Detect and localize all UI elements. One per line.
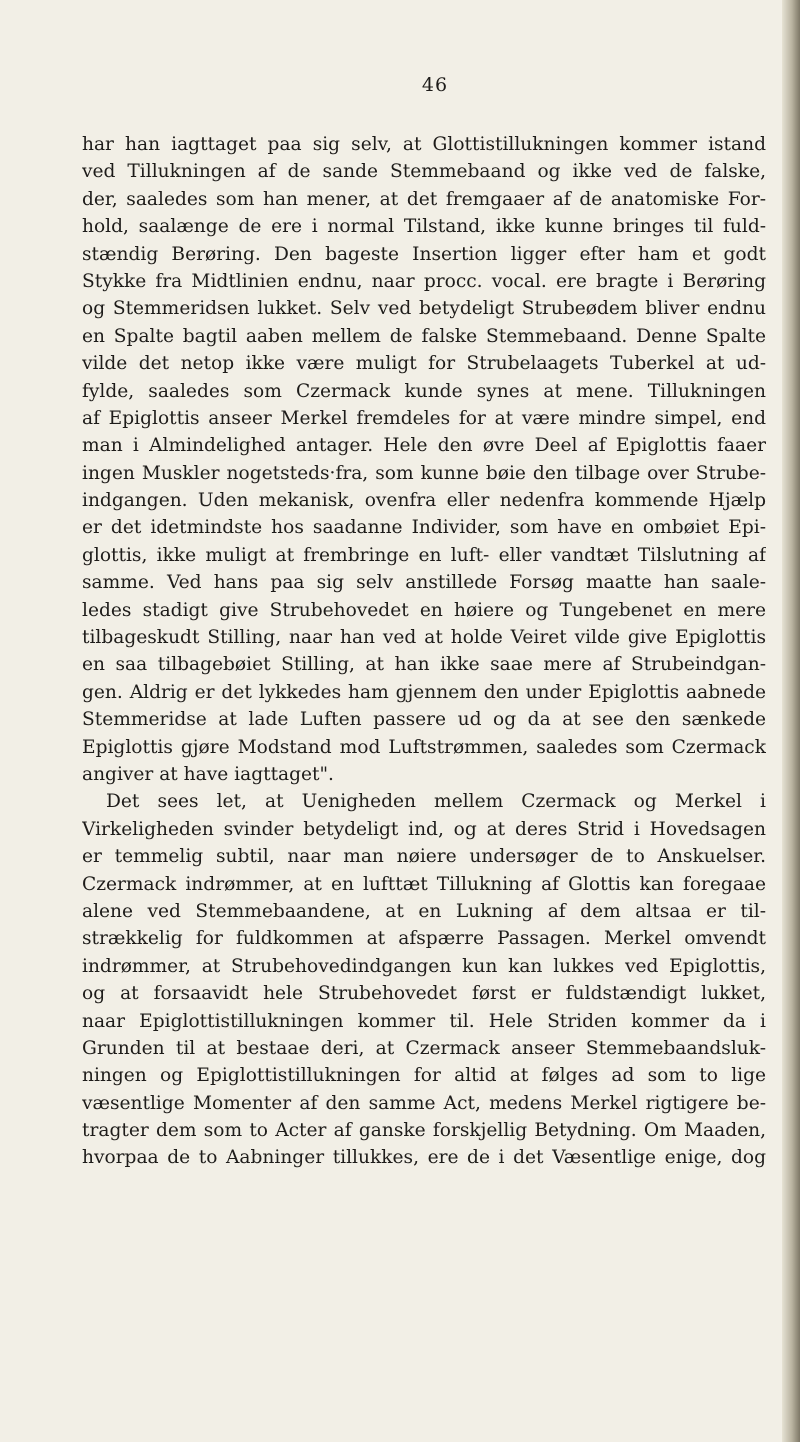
- text-line: fylde, saaledes som Czermack kunde synes at mene. Tillukningen: [82, 380, 766, 402]
- page-edge: [782, 0, 800, 1442]
- text-line: angiver at have iagttaget".: [82, 763, 334, 785]
- text-line: og Stemmeridsen lukket. Selv ved betydeligt Strubeødem bliver endnu: [82, 298, 766, 320]
- text-line: glottis, ikke muligt at frembringe en luft- eller vandtæt Tilslutning af: [82, 544, 766, 566]
- text-line: en Spalte bagtil aaben mellem de falske Stemmebaand. Denne Spalte: [82, 325, 766, 347]
- body-text: [82, 131, 766, 1172]
- text-line: man i Almindelighed antager. Hele den øvre Deel af Epiglottis faaer: [82, 435, 766, 457]
- text-line: Stykke fra Midtlinien endnu, naar procc. vocal. ere bragte i Berøring: [82, 270, 766, 292]
- text-line: alene ved Stemmebaandene, at en Lukning af dem altsaa er til-: [82, 900, 766, 922]
- text-line: hvorpaa de to Aabninger tillukkes, ere de i det Væsentlige enige, dog: [82, 1147, 766, 1169]
- text-line: Czermack indrømmer, at en lufttæt Tillukning af Glottis kan foregaae: [82, 873, 766, 895]
- text-line: har han iagttaget paa sig selv, at Glottistillukningen kommer istand: [82, 134, 766, 155]
- paragraph-start-line: Det sees let, at Uenigheden mellem Czermack og Merkel i: [106, 791, 766, 813]
- text-line: hold, saalænge de ere i normal Tilstand, ikke kunne bringes til fuld-: [82, 216, 766, 238]
- text-line: ved Tillukningen af de sande Stemmebaand og ikke ved de falske,: [82, 161, 766, 183]
- text-line: Stemmeridse at lade Luften passere ud og da at see den sænkede: [82, 709, 766, 731]
- text-line: tragter dem som to Acter af ganske forskjellig Betydning. Om Maaden,: [82, 1120, 766, 1142]
- text-line: tilbageskudt Stilling, naar han ved at holde Veiret vilde give Epiglottis: [82, 627, 766, 649]
- text-line: og at forsaavidt hele Strubehovedet først er fuldstændigt lukket,: [82, 983, 766, 1005]
- text-line: stændig Berøring. Den bageste Insertion ligger efter ham et godt: [82, 243, 766, 265]
- text-line: væsentlige Momenter af den samme Act, medens Merkel rigtigere be-: [82, 1092, 766, 1114]
- text-line: vilde det netop ikke være muligt for Strubelaagets Tuberkel at ud-: [82, 353, 766, 375]
- text-line: ningen og Epiglottistillukningen for altid at følges ad som to lige: [82, 1065, 766, 1087]
- text-line: en saa tilbagebøiet Stilling, at han ikke saae mere af Strubeindgan-: [82, 654, 766, 676]
- text-line: indrømmer, at Strubehovedindgangen kun kan lukkes ved Epiglottis,: [82, 955, 766, 977]
- text-line: Epiglottis gjøre Modstand mod Luftstrømmen, saaledes som Czermack: [82, 736, 766, 758]
- text-line: ledes stadigt give Strubehovedet en høiere og Tungebenet en mere: [82, 599, 766, 621]
- text-line: er temmelig subtil, naar man nøiere undersøger de to Anskuelser.: [82, 846, 766, 868]
- text-line: ingen Muskler nogetsteds·fra, som kunne bøie den tilbage over Strube-: [82, 462, 766, 484]
- page-number: 46: [421, 74, 449, 96]
- text-line: af Epiglottis anseer Merkel fremdeles for at være mindre simpel, end: [82, 407, 766, 429]
- text-line: naar Epiglottistillukningen kommer til. Hele Striden kommer da i: [82, 1010, 766, 1032]
- text-line: strækkelig for fuldkommen at afspærre Passagen. Merkel omvendt: [82, 928, 766, 950]
- text-line: der, saaledes som han mener, at det fremgaaer af de anatomiske For-: [82, 188, 766, 210]
- text-line: Grunden til at bestaae deri, at Czermack anseer Stemmebaandsluk-: [82, 1037, 766, 1059]
- text-line: samme. Ved hans paa sig selv anstillede Forsøg maatte han saale-: [82, 572, 766, 594]
- text-line: er det idetmindste hos saadanne Individer, som have en ombøiet Epi-: [82, 517, 766, 539]
- text-line: gen. Aldrig er det lykkedes ham gjennem den under Epiglottis aabnede: [82, 681, 766, 703]
- text-line: Virkeligheden svinder betydeligt ind, og at deres Strid i Hovedsagen: [82, 818, 766, 840]
- text-line: indgangen. Uden mekanisk, ovenfra eller nedenfra kommende Hjælp: [82, 490, 766, 512]
